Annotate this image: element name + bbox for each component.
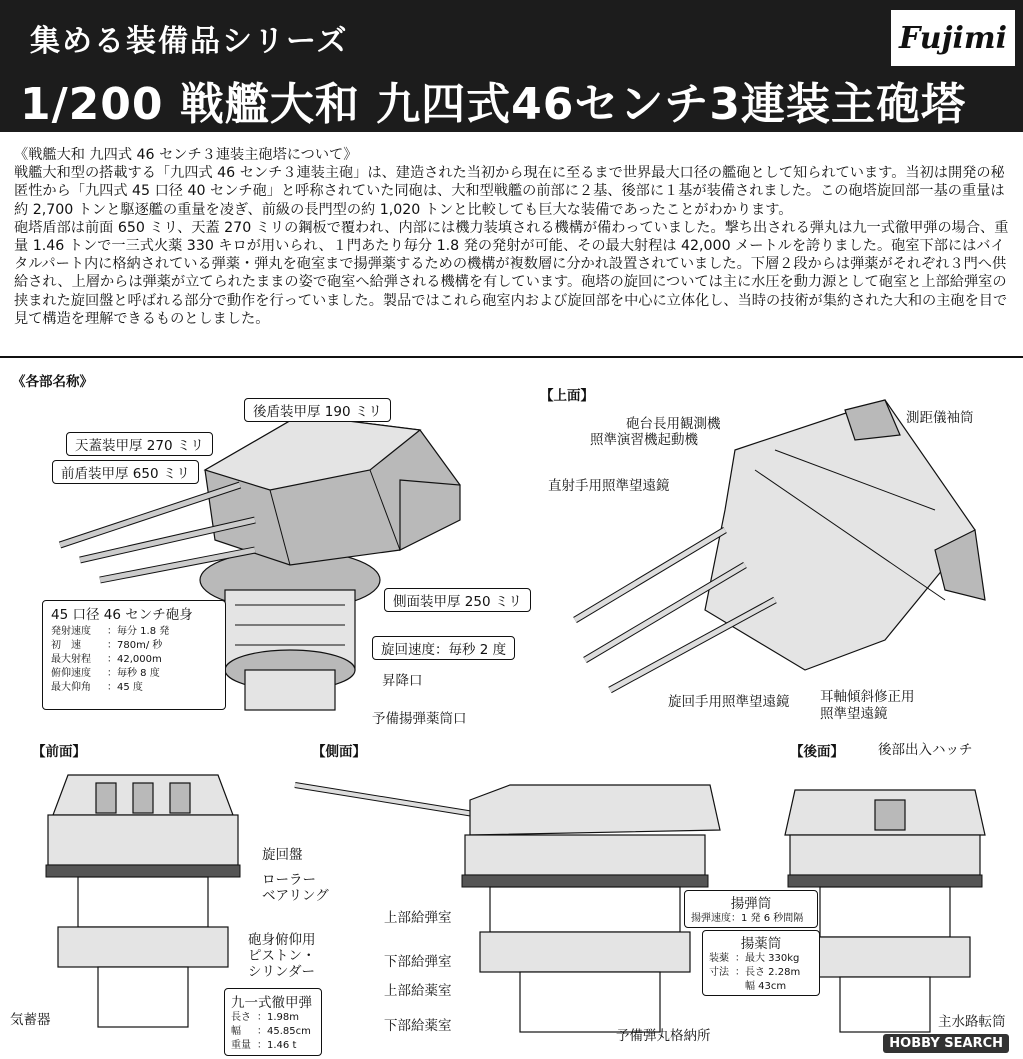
intro-paragraph: 砲塔盾部は前面 650 ミリ、天蓋 270 ミリの鋼板で覆われ、内部には機力装填される機構が備わっていました。撃ち出される弾丸は九一式徹甲弾の場合、重量 1.46 トンで一三式火薬 330 キロが用いられ、１門あたり毎分 1.8 発の発射が可能、その最大射程は 42,000 メートルを誇りました。砲室下部にはバイタルパート内に格納されている弾薬・弾丸を砲室まで揚弾薬するための機構が複数層に分かれ設置されていました。下層２段からは弾薬がそれぞれ３門へ供給され、上層からは弾薬が立てられたままの姿で砲室へ給弾される機構を有しています。砲塔の旋回については主に水圧を動力源として砲室と上部給弾室の挟まれた旋回盤と呼ばれる部分で動作を行っていました。製品ではこれら砲室内および旋回部を中心に立体化し、当時の技術が集約された大和の主砲を目で見て構造を理解できるものとしました。 (14, 219, 1009, 327)
piston-label: シリンダー (248, 964, 315, 980)
spec-row: 最大射程 ：42,000m (51, 654, 162, 665)
piston-label: 砲身俯仰用 (248, 932, 316, 948)
side-view-drawing (290, 760, 730, 1040)
powder-hoist-title: 揚薬筒 (740, 936, 782, 952)
gun-spec-box (42, 600, 226, 710)
accumulator-label: 気蓄器 (10, 1012, 51, 1028)
roller-label: ベアリング (262, 888, 329, 904)
parts-heading: 《各部名称》 (12, 374, 93, 390)
hydraulic-label: 主水路転筒 (938, 1014, 1006, 1030)
rear-armor-label: 後盾装甲厚 190 ミリ (244, 398, 391, 422)
powder-hoist-list (709, 952, 813, 994)
trunnion-sight-label: 耳軸傾斜修正用 (820, 689, 915, 705)
base-observation-label: 砲台長用観測機 (626, 416, 721, 432)
series-title: 集める装備品シリーズ (30, 24, 349, 59)
rear-view-heading: 【後面】 (790, 744, 844, 760)
spec-row: 長さ ：1.98m (231, 1012, 300, 1023)
shell-hoist-title: 揚弾筒 (730, 896, 772, 912)
shell-hoist-box (684, 890, 818, 928)
gun-spec-list (51, 625, 217, 695)
intro-heading: 《戦艦大和 九四式 46 センチ３連装主砲塔について》 (14, 147, 358, 163)
spec-row: 装薬 ：最大 330kg (709, 953, 800, 964)
upper-powder-room-label: 上部給薬室 (384, 983, 452, 999)
spec-row: 最大仰角 ：45 度 (51, 682, 143, 693)
reserve-hoist-label: 予備揚弾薬筒口 (372, 711, 467, 727)
spec-row: 発射速度 ：毎分 1.8 発 (51, 626, 170, 637)
lower-powder-room-label: 下部給薬室 (384, 1018, 452, 1034)
shell-spec-title: 九一式徹甲弾 (231, 995, 312, 1011)
front-view-heading: 【前面】 (32, 744, 86, 760)
spec-row: 初 速 ：780m/ 秒 (51, 640, 163, 651)
powder-hoist-box (702, 930, 820, 996)
watermark: HOBBY SEARCH (883, 1034, 1009, 1053)
rangefinder-label: 測距儀袖筒 (906, 410, 974, 426)
direct-sight-label: 直射手用照準望遠鏡 (548, 478, 670, 494)
training-starter-label: 照準演習機起動機 (590, 432, 698, 448)
trainer-sight-label: 旋回手用照準望遠鏡 (668, 694, 790, 710)
front-armor-label: 前盾装甲厚 650 ミリ (52, 460, 199, 484)
fujimi-logo: Fujimi (891, 10, 1015, 66)
side-view-heading: 【側面】 (312, 744, 366, 760)
trunnion-sight-label: 照準望遠鏡 (820, 706, 888, 722)
spec-row: 幅 43cm (735, 981, 787, 992)
upper-shell-room-label: 上部給弾室 (384, 910, 452, 926)
gun-spec-title: 45 口径 46 センチ砲身 (51, 607, 193, 623)
intro-paragraph: 戦艦大和型の搭載する「九四式 46 センチ３連装主砲」は、建造された当初から現在に至るまで世界最大口径の艦砲として知られています。当初は開発の秘匿性から「九四式 45 口径 40 センチ砲」と呼称されていた同砲は、大和型戦艦の前部に２基、後部に１基が装備されました。この砲塔旋回部一基の重量は約 2,700 トンと駆逐艦の重量を凌ぎ、前級の長門型の約 1,020 トンと比較しても巨大な装備であったことがわかります。 (14, 165, 1005, 218)
top-view-heading: 【上面】 (540, 388, 594, 404)
roof-armor-label: 天蓋装甲厚 270 ミリ (66, 432, 213, 456)
elevator-port-label: 昇降口 (382, 673, 423, 689)
spec-row: 重量 ：1.46 t (231, 1040, 297, 1051)
spec-row: 寸法 ：長さ 2.28m (709, 967, 801, 978)
lower-shell-room-label: 下部給弾室 (384, 954, 452, 970)
spec-row: 俯仰速度 ：毎秒 8 度 (51, 668, 160, 679)
piston-label: ピストン・ (248, 948, 316, 964)
shell-hoist-spec: 揚弾速度：1 発 6 秒間隔 (691, 913, 804, 924)
spec-row: 幅 ：45.85cm (231, 1026, 311, 1037)
rotation-speed-label: 旋回速度：毎秒 2 度 (372, 636, 515, 660)
turntable-label: 旋回盤 (262, 847, 303, 863)
intro-section (14, 146, 1010, 328)
rear-hatch-label: 後部出入ハッチ (878, 742, 973, 758)
reserve-storage-label: 予備弾丸格納所 (616, 1028, 711, 1044)
side-armor-label: 側面装甲厚 250 ミリ (384, 588, 531, 612)
roller-label: ローラー (262, 872, 316, 888)
product-title: 1/200 戦艦大和 九四式46センチ3連装主砲塔 (20, 79, 967, 130)
front-view-drawing (38, 765, 248, 1035)
section-divider (0, 356, 1023, 358)
